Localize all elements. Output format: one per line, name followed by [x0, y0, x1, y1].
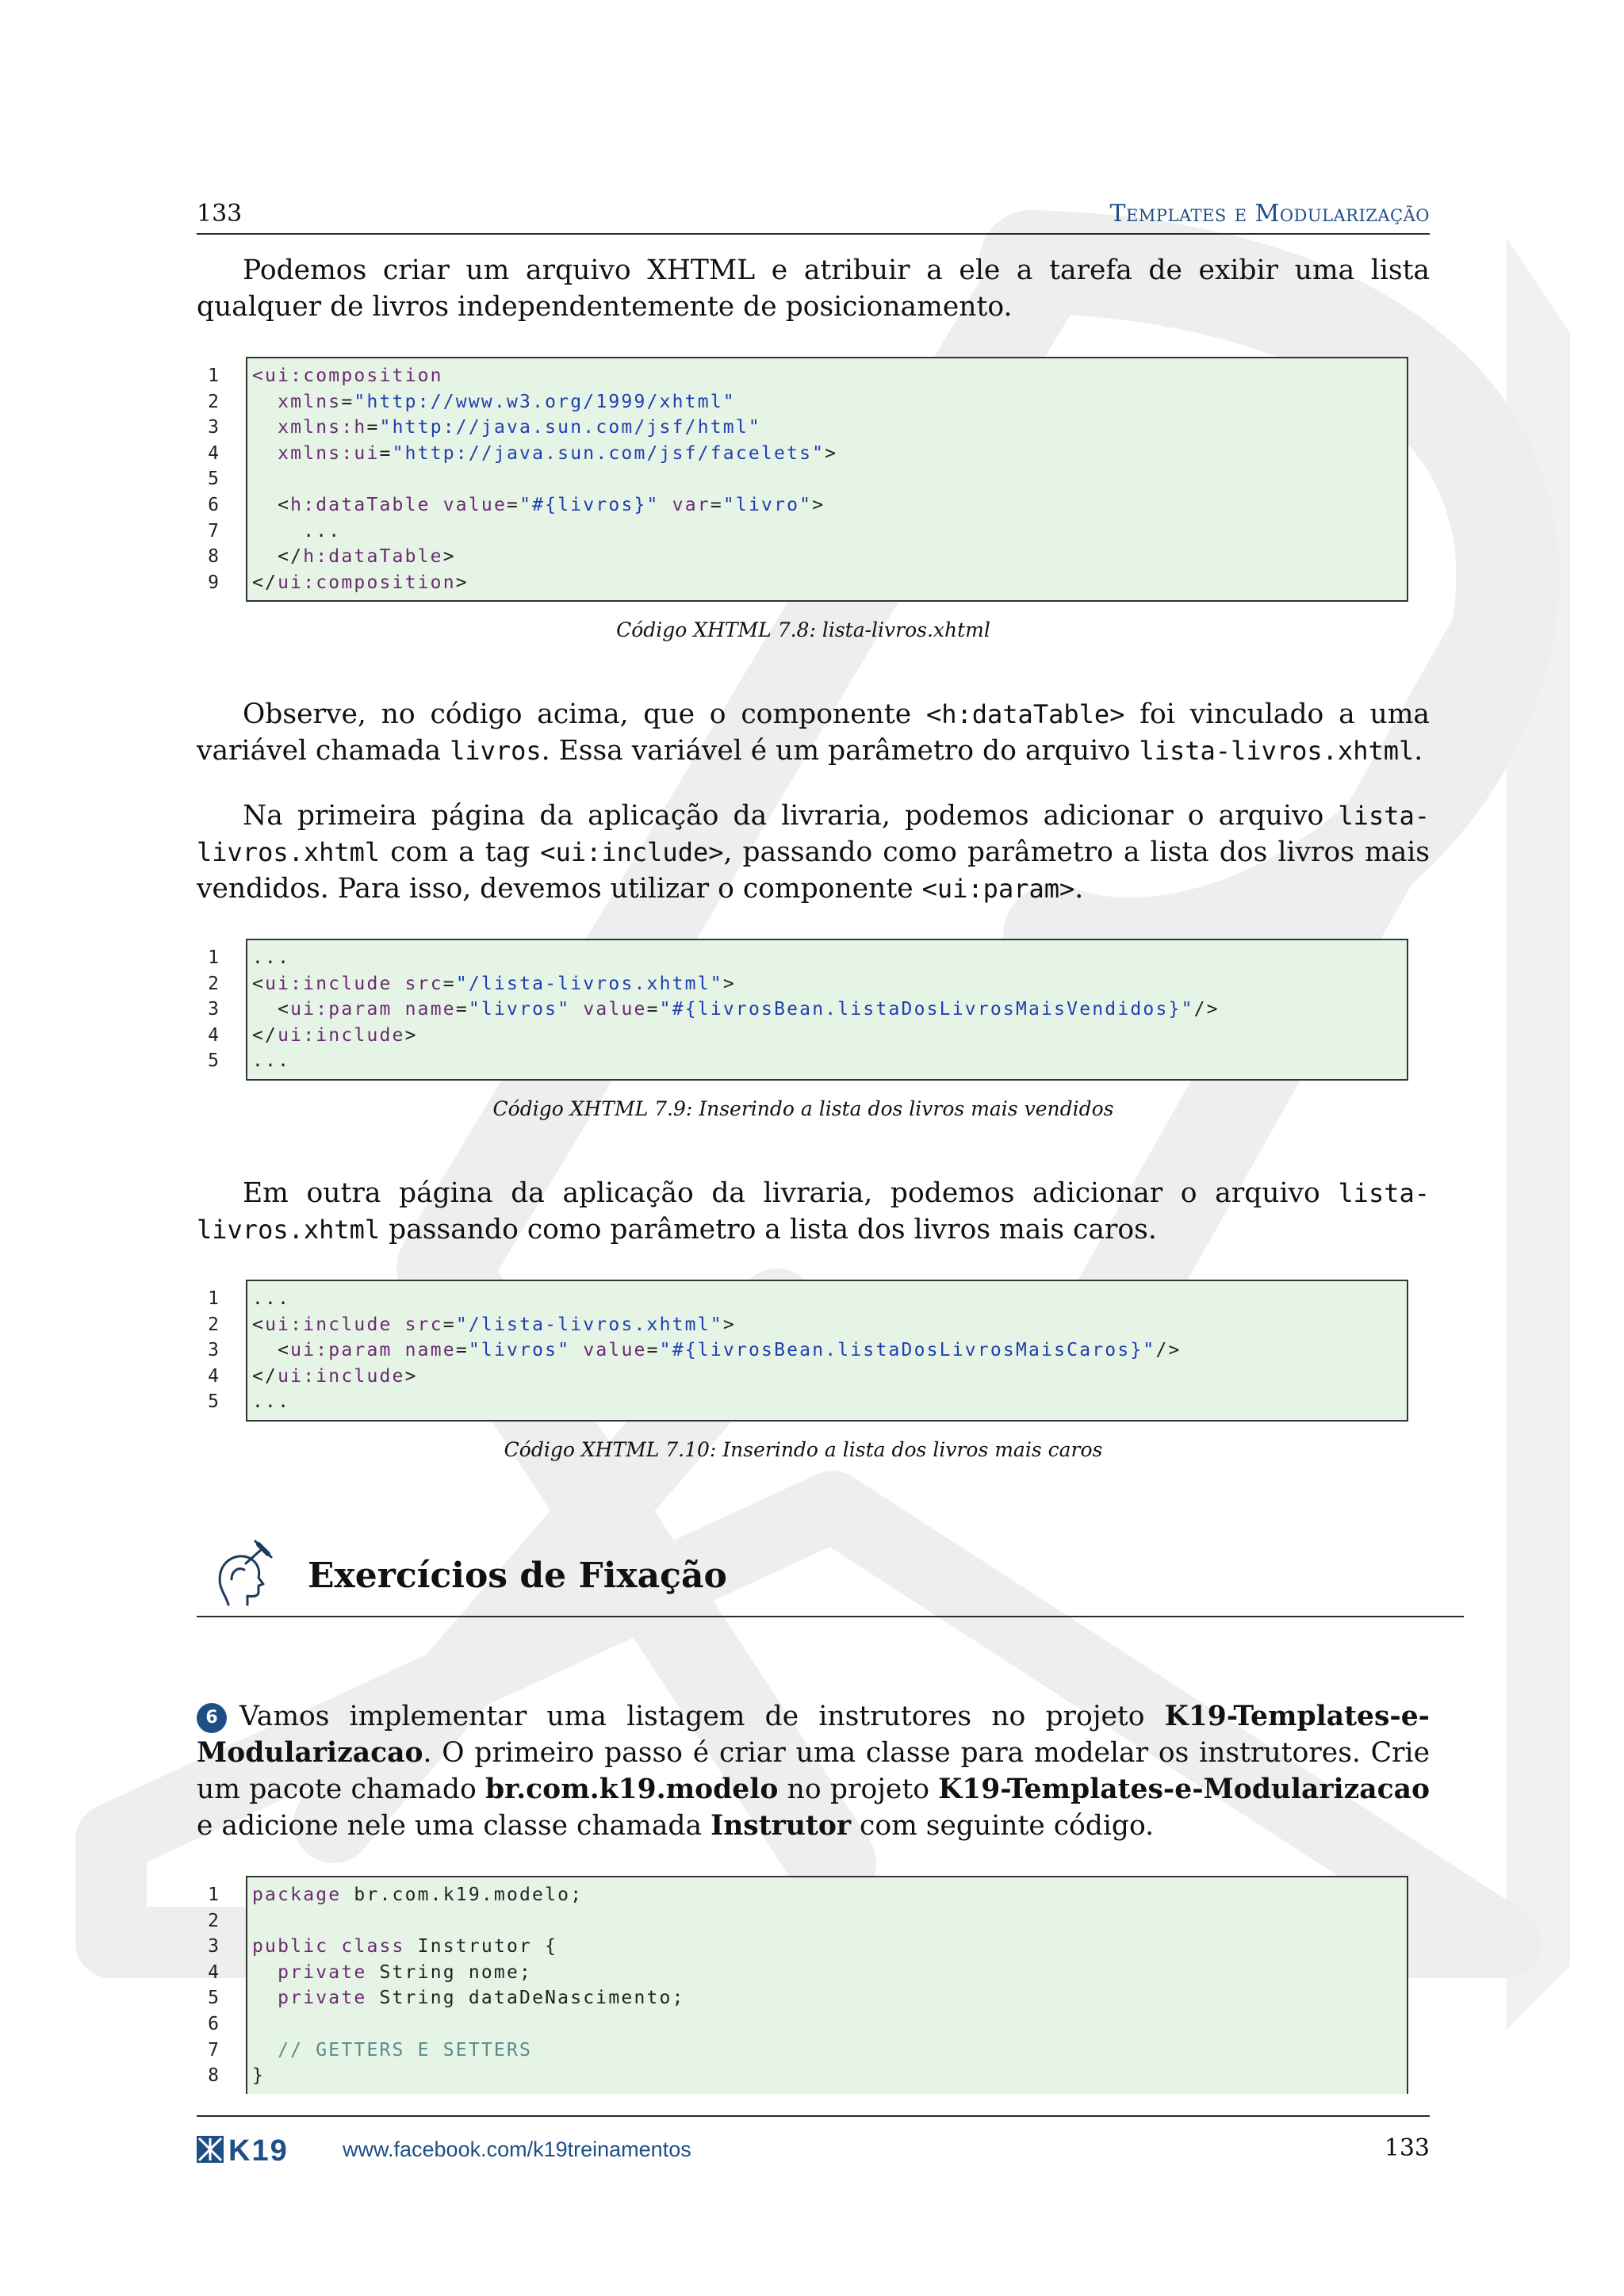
code-token: [660, 495, 672, 515]
text-segment: Vamos implementar uma listagem de instrutores no projeto: [239, 1701, 1165, 1732]
code-token: ...: [252, 947, 291, 968]
code-token: "http://java.sun.com/jsf/facelets": [392, 442, 825, 464]
code-line: [252, 1023, 1407, 1049]
code-token: [252, 417, 278, 438]
text-segment: Observe, no código acima, que o componente: [243, 698, 926, 730]
code-token: [252, 392, 278, 412]
code-token: >: [722, 1314, 736, 1335]
code-line: [252, 1882, 1407, 1908]
inline-code: <ui:include>: [540, 837, 724, 867]
code-token: >: [404, 1365, 418, 1387]
code-token: =: [710, 494, 723, 515]
code-line: [252, 570, 1407, 596]
code-token: src: [404, 973, 443, 994]
code-token: ...: [252, 1050, 291, 1072]
code-caption-7-10: Código XHTML 7.10: Inserindo a lista dos livros mais caros: [504, 1438, 1103, 1461]
line-number: 7: [208, 520, 219, 541]
code-token: [393, 974, 405, 994]
code-box: [246, 1280, 1408, 1422]
line-number: 3: [208, 999, 219, 1020]
code-token: <: [252, 494, 291, 515]
primeira-pagina-paragraph: [197, 798, 1430, 907]
outra-pagina-paragraph: [197, 1175, 1430, 1248]
code-token: ...: [252, 520, 342, 541]
project-name: K19-Templates-e-Modularizacao: [197, 1701, 1430, 1769]
code-token: "#{livros}": [519, 494, 660, 515]
code-caption-7-9: Código XHTML 7.9: Inserindo a lista dos livros mais vendidos: [492, 1097, 1114, 1120]
code-token: =: [455, 1340, 469, 1361]
inline-code: <ui:param>: [921, 874, 1075, 904]
code-token: ui:param: [290, 999, 393, 1020]
code-token: class: [341, 1936, 405, 1957]
line-number: 4: [208, 442, 219, 464]
code-token: ui:param: [290, 1340, 393, 1361]
code-caption-7-8: Código XHTML 7.8: lista-livros.xhtml: [616, 618, 990, 641]
text-segment: no projeto: [778, 1774, 939, 1805]
code-token: >: [722, 973, 736, 994]
line-number: 5: [208, 1050, 219, 1072]
text-segment: e adicione nele uma classe chamada: [197, 1810, 711, 1842]
line-numbers: [197, 1280, 219, 1415]
code-token: String dataDeNascimento;: [366, 1988, 685, 2009]
code-token: =: [442, 973, 456, 994]
code-token: ui:include: [278, 1024, 405, 1046]
code-token: </: [252, 1024, 278, 1046]
line-number: 2: [208, 1910, 219, 1931]
code-token: "livros": [468, 1340, 571, 1361]
code-line: [252, 1337, 1407, 1364]
inline-code: lista-livros.xhtml: [197, 801, 1430, 867]
code-token: [570, 999, 583, 1020]
code-token: [393, 1340, 405, 1360]
code-token: }: [252, 2065, 266, 2087]
line-numbers: [197, 939, 219, 1074]
code-token: "/lista-livros.xhtml": [455, 973, 723, 994]
text-segment: Na primeira página da aplicação da livraria, podemos adicionar o arquivo: [243, 800, 1339, 832]
line-number: 1: [208, 1885, 219, 1905]
code-token: "/lista-livros.xhtml": [455, 1314, 723, 1335]
inline-code: livros: [450, 736, 542, 766]
code-line: [252, 2038, 1407, 2064]
line-number: 8: [208, 546, 219, 568]
code-line: [252, 1312, 1407, 1338]
code-token: "livros": [468, 999, 571, 1020]
text-segment: .: [1074, 873, 1084, 905]
thinking-head-icon: [213, 1535, 279, 1608]
code-token: xmlns:ui: [278, 442, 380, 464]
code-line: [252, 1389, 1407, 1415]
code-line: [252, 1364, 1407, 1390]
code-token: =: [442, 1314, 456, 1335]
code-token: >: [812, 494, 825, 515]
code-token: "http://www.w3.org/1999/xhtml": [354, 391, 736, 412]
line-number: 5: [208, 469, 219, 490]
code-token: <: [252, 1340, 291, 1361]
code-token: private: [278, 1961, 367, 1983]
code-token: >: [404, 1024, 418, 1046]
code-token: ui:composition: [278, 572, 456, 593]
code-token: >: [455, 572, 469, 593]
text-segment: Em outra página da aplicação da livraria, podemos adicionar o arquivo: [243, 1177, 1339, 1209]
text-segment: foi vinculado a uma variável chamada: [197, 698, 1430, 767]
code-token: br.com.k19.modelo;: [341, 1885, 584, 1905]
code-line: [252, 971, 1407, 997]
line-number: 2: [208, 973, 219, 994]
text-segment: passando como parâmetro a lista dos livros mais caros.: [380, 1214, 1157, 1246]
inline-code: lista-livros.xhtml: [1139, 736, 1415, 766]
project-name: K19-Templates-e-Modularizacao: [938, 1774, 1430, 1805]
code-token: =: [455, 999, 469, 1020]
code-token: </: [252, 572, 278, 593]
text-segment: . O primeiro passo é criar uma classe para modelar os instrutores. Crie um pacote chamado: [197, 1737, 1430, 1805]
footer-facebook-link[interactable]: www.facebook.com/k19treinamentos: [343, 2137, 691, 2161]
code-token: xmlns:h: [278, 417, 367, 438]
code-token: =: [507, 494, 520, 515]
line-number: 3: [208, 1340, 219, 1361]
header-chapter-title: Templates e Modularização: [1109, 200, 1430, 228]
code-line: [252, 997, 1407, 1023]
code-line: [252, 945, 1407, 971]
code-line: [252, 1934, 1407, 1960]
line-numbers: [197, 357, 219, 595]
text-segment: . Essa variável é um parâmetro do arquivo: [541, 735, 1139, 767]
line-number: 2: [208, 1314, 219, 1335]
package-name: br.com.k19.modelo: [485, 1774, 779, 1805]
code-token: package: [252, 1885, 342, 1905]
code-line: [252, 2011, 1407, 2038]
code-line: [252, 1908, 1407, 1934]
code-token: <ui:composition: [252, 365, 443, 386]
code-token: "#{livrosBean.listaDosLivrosMaisVendidos}": [659, 999, 1194, 1020]
code-token: private: [278, 1988, 367, 2009]
line-number: 9: [208, 572, 219, 593]
code-token: h:dataTable: [290, 494, 431, 515]
code-token: [431, 495, 443, 515]
code-token: ui:include: [278, 1365, 405, 1387]
code-token: <: [252, 999, 291, 1020]
code-token: var: [672, 494, 710, 515]
line-number: 6: [208, 2013, 219, 2034]
code-token: [570, 1340, 583, 1360]
code-line: [252, 466, 1407, 492]
exercise-6-paragraph: [197, 1698, 1430, 1844]
code-token: "http://java.sun.com/jsf/html": [379, 417, 761, 438]
exercise-number-badge: 6: [197, 1703, 227, 1733]
code-token: xmlns: [278, 391, 342, 412]
code-token: [252, 443, 278, 464]
line-number: 3: [208, 1936, 219, 1957]
code-token: >: [825, 442, 838, 464]
inline-code: <h:dataTable>: [925, 699, 1125, 729]
page-footer: [197, 2115, 1430, 2164]
inline-code: lista-livros.xhtml: [197, 1178, 1430, 1245]
code-line: [252, 389, 1407, 415]
code-token: value: [442, 494, 507, 515]
line-number: 7: [208, 2039, 219, 2061]
intro-paragraph: [197, 252, 1430, 325]
code-token: </: [252, 546, 304, 568]
code-line: [252, 492, 1407, 519]
code-token: String nome;: [366, 1961, 533, 1983]
code-token: ...: [252, 1288, 291, 1309]
code-line: [252, 1960, 1407, 1986]
code-token: ui:include: [265, 1314, 393, 1335]
page-header: [197, 198, 1430, 235]
code-line: [252, 363, 1407, 389]
code-token: >: [442, 546, 456, 568]
code-line: [252, 2063, 1407, 2089]
code-token: "#{livrosBean.listaDosLivrosMaisCaros}": [659, 1340, 1156, 1361]
code-token: [252, 1962, 278, 1983]
text-segment: .: [1414, 735, 1423, 767]
code-token: =: [341, 391, 354, 412]
code-token: [252, 2040, 278, 2061]
code-token: // GETTERS E SETTERS: [278, 2039, 533, 2061]
code-token: />: [1155, 1340, 1182, 1361]
code-line: [252, 1286, 1407, 1312]
header-page-number: 133: [197, 200, 243, 228]
code-token: [393, 1314, 405, 1335]
code-token: =: [366, 417, 380, 438]
code-box: [246, 939, 1408, 1081]
code-token: name: [404, 999, 456, 1020]
code-token: =: [646, 999, 660, 1020]
code-token: name: [404, 1340, 456, 1361]
code-token: h:dataTable: [303, 546, 443, 568]
code-token: />: [1193, 999, 1220, 1020]
logo-text: K19: [228, 2134, 289, 2164]
line-number: 5: [208, 1391, 219, 1413]
section-heading: [197, 1535, 1464, 1617]
intro-text: Podemos criar um arquivo XHTML e atribuir a ele a tarefa de exibir uma lista qualquer de livros independentemente de posicionamento.: [197, 254, 1430, 323]
k19-logo: [197, 2134, 320, 2164]
code-line: [252, 441, 1407, 467]
code-token: </: [252, 1365, 278, 1387]
class-name: Instrutor: [710, 1810, 852, 1842]
code-token: value: [583, 1340, 647, 1361]
text-segment: com a tag: [380, 836, 541, 868]
line-numbers: [197, 1876, 219, 2089]
code-line: [252, 1048, 1407, 1074]
line-number: 5: [208, 1988, 219, 2009]
code-token: [328, 1936, 341, 1957]
code-token: <: [252, 1314, 266, 1335]
code-line: [252, 415, 1407, 441]
code-token: public: [252, 1936, 329, 1957]
code-line: [252, 519, 1407, 545]
line-number: 4: [208, 1961, 219, 1983]
code-token: "livro": [722, 494, 813, 515]
code-token: <: [252, 973, 266, 994]
code-token: =: [646, 1340, 660, 1361]
line-number: 4: [208, 1024, 219, 1046]
line-number: 8: [208, 2065, 219, 2087]
code-token: =: [379, 442, 393, 464]
code-token: [252, 1988, 278, 2008]
section-title: Exercícios de Fixação: [308, 1556, 727, 1596]
code-token: ...: [252, 1391, 291, 1413]
code-token: value: [583, 999, 647, 1020]
code-token: ui:include: [265, 973, 393, 994]
text-segment: com seguinte código.: [851, 1810, 1155, 1842]
line-number: 3: [208, 417, 219, 438]
line-number: 1: [208, 947, 219, 968]
line-number: 2: [208, 391, 219, 412]
code-line: [252, 544, 1407, 570]
line-number: 6: [208, 494, 219, 515]
code-box: [246, 1876, 1408, 2094]
footer-page-number: 133: [1384, 2134, 1430, 2162]
code-box: [246, 357, 1408, 602]
line-number: 4: [208, 1365, 219, 1387]
code-token: Instrutor {: [404, 1936, 558, 1957]
code-token: [393, 999, 405, 1020]
text-segment: , passando como parâmetro a lista dos livros mais vendidos. Para isso, devemos utilizar o componente: [197, 836, 1430, 905]
line-number: 1: [208, 1288, 219, 1309]
code-token: src: [404, 1314, 443, 1335]
code-line: [252, 1985, 1407, 2011]
line-number: 1: [208, 365, 219, 386]
observe-paragraph: [197, 696, 1430, 769]
